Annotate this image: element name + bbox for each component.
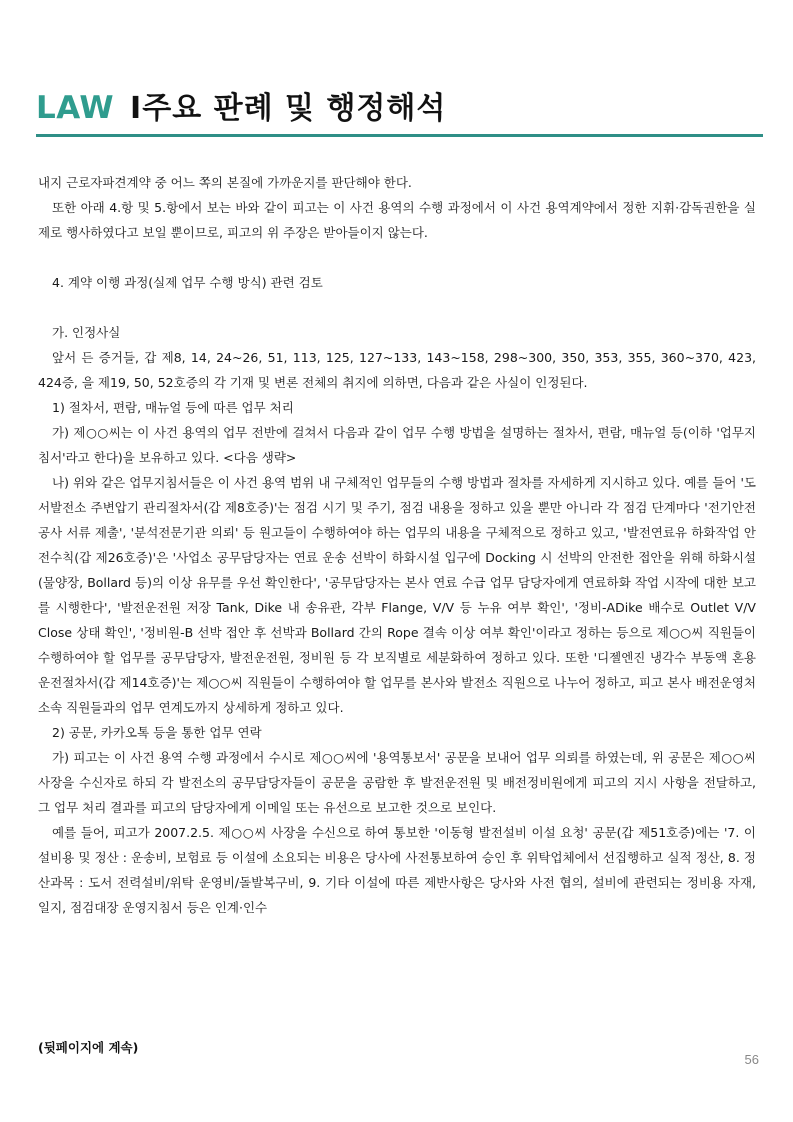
paragraph: 나) 위와 같은 업무지침서들은 이 사건 용역 범위 내 구체적인 업무들의 수행 방법과 절차를 자세하게 지시하고 있다. 예를 들어 '도서발전소 주변압기 관리절차서(갑 제8호증)'는 점검 시기 및 주기, 점검 내용을 정하고 있을 뿐만 아니라 각 점검 단계마다 '전기안전공사 서류 제출', '분석전문기관 의뢰' 등 원고들이 수행하여야 하는 업무의 내용을 구체적으로 정하고 있고, '발전연료유 하화작업 안전수칙(갑 제26호증)'은 '사업소 공무담당자는 연료 운송 선박이 하화시설 입구에 Docking 시 선박의 안전한 접안을 위해 하화시설(물양장, Bollard 등)의 이상 유무를 우선 확인한다', '공무담당자는 본사 연료 수급 업무 담당자에게 연료하화 작업 시작에 대한 보고를 시행한다', '발전운전원 저장 Tank, Dike 내 송유관, 각부 Flange, V/V 등 누유 여부 확인', '정비-ADike 배수로 Outlet V/V Close 상태 확인', '정비원-B 선박 접안 후 선박과 Bollard 간의 Rope 결속 이상 여부 확인'이라고 정하는 등으로 제○○씨 직원들이 수행하여야 할 업무를 공무담당자, 발전운전원, 정비원 등 각 보직별로 세분화하여 정하고 있다. 또한 '디젤엔진 냉각수 부동액 혼용 운전절차서(갑 제14호증)'는 제○○씨 직원들이 수행하여야 할 업무를 본사와 발전소 직원으로 나누어 정하고, 피고 본사 배전운영처 소속 직원들과의 업무 연계도까지 상세하게 정하고 있다. <box>38 475 756 715</box>
item-heading: 1) 절차서, 편람, 매뉴얼 등에 따른 업무 처리 <box>52 400 294 415</box>
title-text: Ⅰ주요 판례 및 행정해석 <box>130 91 447 126</box>
spacer <box>38 295 756 320</box>
paragraph: 예를 들어, 피고가 2007.2.5. 제○○씨 사장을 수신으로 하여 통보한 '이동형 발전설비 이설 요청' 공문(갑 제51호증)에는 '7. 이설비용 및 정산 : 운송비, 보험료 등 이설에 소요되는 비용은 당사에 사전통보하여 승인 후 위탁업체에서 선집행하고 실적 정산, 8. 정산과목 : 도서 전력설비/위탁 운영비/돌발복구비, 9. 기타 이설에 따른 제반사항은 당사와 사전 협의, 설비에 관련되는 정비용 자재, 일지, 점검대장 운영지침서 등은 인계·인수 <box>38 825 756 915</box>
page-title <box>36 84 763 130</box>
paragraph: 가) 제○○씨는 이 사건 용역의 업무 전반에 걸쳐서 다음과 같이 업무 수행 방법을 설명하는 절차서, 편람, 매뉴얼 등(이하 '업무지침서'라고 한다)을 보유하고 있다. <다음 생략> <box>38 425 756 465</box>
subsection-heading: 가. 인정사실 <box>52 325 121 340</box>
page-number: 56 <box>744 1052 759 1067</box>
paragraph: 가) 피고는 이 사건 용역 수행 과정에서 수시로 제○○씨에 '용역통보서' 공문을 보내어 업무 의뢰를 하였는데, 위 공문은 제○○씨 사장을 수신자로 하되 각 발전소의 공무담당자들이 공문을 공람한 후 발전운전원 및 배전정비원에게 피고의 지시 사항을 전달하고, 그 업무 처리 결과를 피고의 담당자에게 이메일 또는 유선으로 보고한 것으로 보인다. <box>38 750 756 815</box>
item-heading: 2) 공문, 카카오톡 등을 통한 업무 연락 <box>52 725 262 740</box>
header-divider <box>36 134 763 137</box>
section-heading: 4. 계약 이행 과정(실제 업무 수행 방식) 관련 검토 <box>52 275 323 290</box>
continued-note: (뒷페이지에 계속) <box>38 1040 139 1055</box>
paragraph: 내지 근로자파견계약 중 어느 쪽의 본질에 가까운지를 판단해야 한다. <box>38 175 412 190</box>
paragraph: 또한 아래 4.항 및 5.항에서 보는 바와 같이 피고는 이 사건 용역의 수행 과정에서 이 사건 용역계약에서 정한 지휘·감독권한을 실제로 행사하였다고 보일 뿐이므로, 피고의 위 주장은 받아들이지 않는다. <box>38 200 756 240</box>
spacer <box>38 245 756 270</box>
page-header <box>36 84 763 137</box>
document-body <box>38 170 756 920</box>
paragraph: 앞서 든 증거들, 갑 제8, 14, 24~26, 51, 113, 125, 127~133, 143~158, 298~300, 350, 353, 355, 360~370, 423, 424증, 을 제19, 50, 52호증의 각 기재 및 변론 전체의 취지에 의하면, 다음과 같은 사실이 인정된다. <box>38 350 756 390</box>
section-label: LAW <box>36 90 115 126</box>
